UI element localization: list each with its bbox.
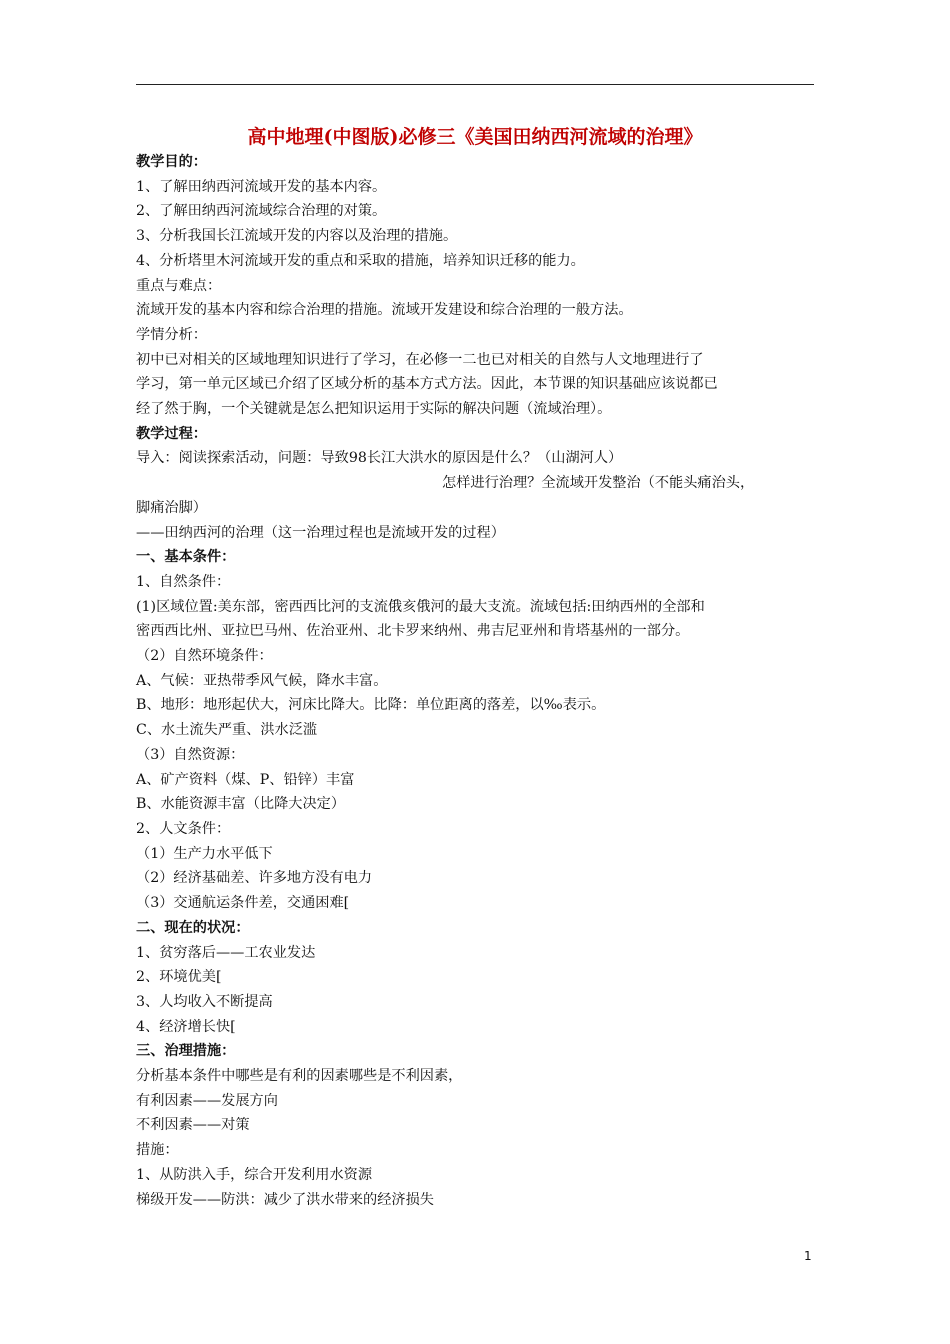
- text-line: 1、从防洪入手，综合开发利用水资源: [136, 1166, 373, 1183]
- section-heading: 三、治理措施：: [136, 1043, 236, 1060]
- text-line: （1）生产力水平低下: [136, 845, 273, 862]
- text-line: 学习，第一单元区域已介绍了区域分析的基本方式方法。因此，本节课的知识基础应该说都已: [136, 376, 718, 393]
- text-line: 1、贫穷落后——工农业发达: [136, 944, 316, 961]
- text-line: 4、分析塔里木河流域开发的重点和采取的措施，培养知识迁移的能力。: [136, 252, 585, 269]
- text-line: 1、了解田纳西河流域开发的基本内容。: [136, 178, 387, 195]
- text-line: 经了然于胸，一个关键就是怎么把知识运用于实际的解决问题（流域治理）。: [136, 401, 612, 418]
- section-heading: 教学过程：: [136, 425, 207, 442]
- text-line: 2、了解田纳西河流域综合治理的对策。: [136, 203, 387, 220]
- document-title: 高中地理(中图版)必修三《美国田纳西河流域的治理》: [247, 126, 703, 148]
- text-line: 流域开发的基本内容和综合治理的措施。流域开发建设和综合治理的一般方法。: [136, 302, 633, 319]
- text-line: ——田纳西河的治理（这一治理过程也是流域开发的过程）: [136, 524, 505, 541]
- section-heading: 教学目的：: [136, 154, 207, 170]
- text-line: （2）经济基础差、许多地方没有电力: [136, 870, 373, 887]
- text-line: 4、经济增长快[: [136, 1018, 236, 1035]
- text-line: 怎样进行治理？全流域开发整治（不能头痛治头，: [442, 475, 755, 492]
- text-line: 3、人均收入不断提高: [136, 993, 273, 1010]
- text-line: 不利因素——对策: [136, 1117, 250, 1134]
- text-line: 2、环境优美[: [136, 969, 222, 986]
- text-line: 初中已对相关的区域地理知识进行了学习，在必修一二也已对相关的自然与人文地理进行了: [136, 351, 704, 368]
- text-line: 2、人文条件：: [136, 820, 231, 837]
- text-line: B、水能资源丰富（比降大决定）: [136, 796, 346, 813]
- text-line: 有利因素——发展方向: [136, 1092, 278, 1109]
- text-line: 重点与难点：: [136, 277, 222, 294]
- text-line: B、地形：地形起伏大，河床比降大。比降：单位距离的落差，以‰表示。: [136, 697, 606, 714]
- text-line: A、气候：亚热带季风气候，降水丰富。: [136, 672, 388, 689]
- page-number: 1: [804, 1249, 812, 1263]
- text-line: （3）交通航运条件差，交通困难[: [136, 895, 350, 912]
- section-heading: 二、现在的状况：: [136, 919, 250, 936]
- document-body: [136, 150, 816, 1212]
- text-line: 3、分析我国长江流域开发的内容以及治理的措施。: [136, 228, 458, 245]
- text-line: (1)区域位置:美东部，密西西比河的支流俄亥俄河的最大支流。流域包括:田纳西州的全部和: [136, 598, 705, 615]
- text-line: 脚痛治脚）: [136, 499, 207, 516]
- text-line: （3）自然资源：: [136, 746, 245, 763]
- text-line: 梯级开发——防洪：减少了洪水带来的经济损失: [136, 1191, 434, 1208]
- text-line: （2）自然环境条件：: [136, 648, 273, 665]
- text-line: 分析基本条件中哪些是有利的因素哪些是不利因素，: [136, 1068, 463, 1085]
- text-line: 导入：阅读探索活动，问题：导致98长江大洪水的原因是什么？（山湖河人）: [136, 450, 623, 467]
- text-line: A、矿产资料（煤、P、铅锌）丰富: [136, 771, 355, 788]
- text-line: 密西西比州、亚拉巴马州、佐治亚州、北卡罗来纳州、弗吉尼亚州和肯塔基州的一部分。: [136, 623, 690, 640]
- text-line: 措施：: [136, 1142, 179, 1159]
- text-line: 1、自然条件：: [136, 573, 231, 590]
- header-rule: [136, 84, 814, 85]
- text-line: C、水土流失严重、洪水泛滥: [136, 722, 318, 739]
- section-heading: 一、基本条件：: [136, 549, 236, 566]
- text-line: 学情分析：: [136, 326, 207, 343]
